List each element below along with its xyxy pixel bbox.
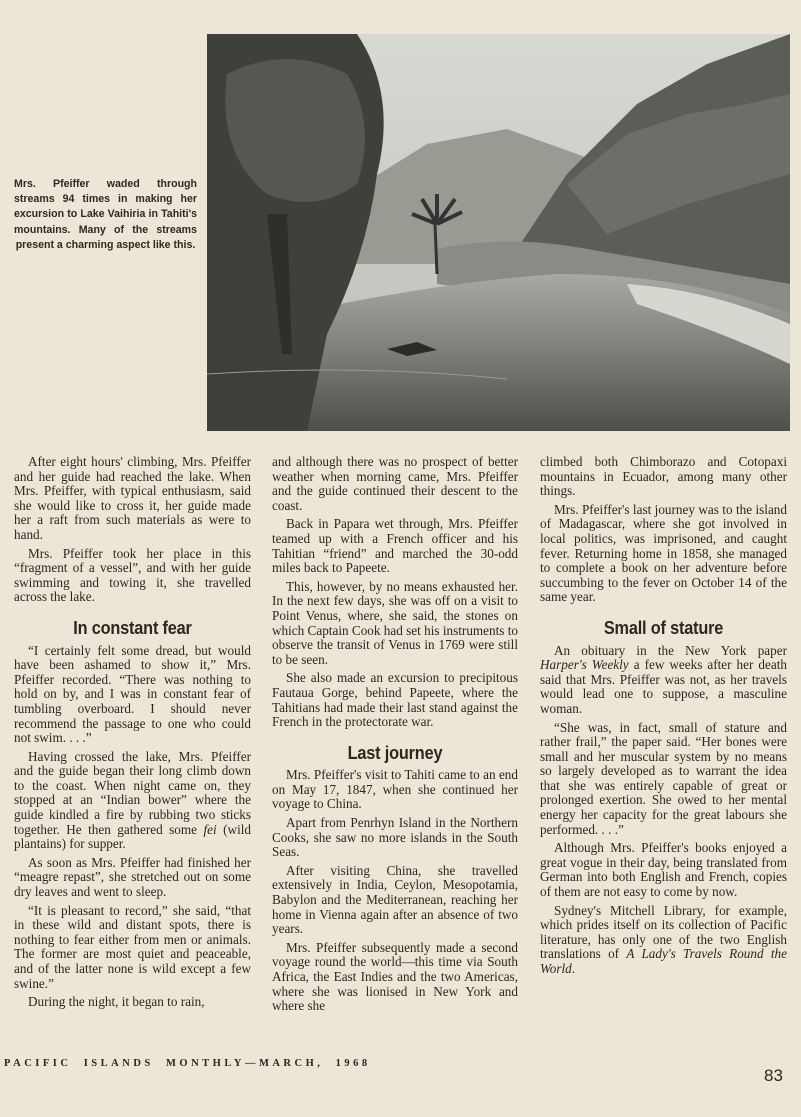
paragraph: Although Mrs. Pfeiffer's books enjoyed a great vogue in their day, being translated from German into both English and French, copies of them are not easy to come by now. (540, 840, 787, 900)
tahiti-stream-photo (207, 34, 790, 431)
paragraph: Mrs. Pfeiffer subsequently made a second voyage round the world—this time via South Africa, the East Indies and the two Americas, where she was lionised in New York and where she (272, 939, 518, 1014)
section-heading-last-journey: Last journey (347, 741, 443, 763)
paragraph: As soon as Mrs. Pfeiffer had finished her “meagre repast”, she stretched out on some dry leaves and went to sleep. (14, 854, 251, 900)
paragraph: “I certainly felt some dread, but would have been ashamed to show it,” Mrs. Pfeiffer recorded. “There was nothing to hold on by, and I was in constant fear of tumbling overboard. I should never recommend the passage to one who could not swim. . . .” (14, 642, 251, 746)
page-number: 83 (764, 1066, 783, 1085)
paragraph: climbed both Chimborazo and Cotopaxi mountains in Ecuador, among many other things. (540, 454, 787, 499)
paragraph: Mrs. Pfeiffer took her place in this “fragment of a vessel”, and with her guide swimming and towing it, she travelled across the lake. (14, 545, 251, 605)
paragraph: “She was, in fact, small of stature and rather frail,” the paper said. “Her bones were small and her muscular system by no means so largely developed as to warrant the idea that she was entirely capable of great or prolonged exertion. She owed to her mental energy her capacity for the great labours she performed. . . .” (540, 719, 787, 837)
paragraph: Sydney's Mitchell Library, for example, which prides itself on its collection of Pacific literature, has only one of the two English translations of A Lady's Travels Round the World. (540, 902, 787, 976)
paragraph: and although there was no prospect of better weather when morning came, Mrs. Pfeiffer and the guide continued their descent to the coast. (272, 454, 518, 513)
paragraph: Mrs. Pfeiffer's last journey was to the island of Madagascar, where she got involved in local politics, was imprisoned, and caught fever. Returning home in 1858, she managed to complete a book on her adventure before succumbing to the fever on October 14 of the same year. (540, 501, 787, 605)
section-heading-in-constant-fear: In constant fear (73, 616, 192, 638)
section-heading-small-of-stature: Small of stature (603, 616, 724, 638)
paragraph: This, however, by no means exhausted her. In the next few days, she was off on a visit to Point Venus, where, she said, the stones on which Captain Cook had set his instruments to observe the transit of Venus in 1769 were still to be seen. (272, 578, 518, 667)
paragraph: Apart from Penrhyn Island in the Northern Cooks, she saw no more islands in the South Seas. (272, 815, 518, 860)
paragraph: After visiting China, she travelled extensively in India, Ceylon, Mesopotamia, Babylon and the Mediterranean, reaching her home in Vienna again after an absence of two years. (272, 862, 518, 937)
paragraph: After eight hours' climbing, Mrs. Pfeiffer and her guide had reached the lake. When Mrs. Pfeiffer, with typical enthusiasm, said she would like to cross it, her guide made her a raft from such materials as were to hand. (14, 454, 251, 542)
paragraph: An obituary in the New York paper Harper's Weekly a few weeks after her death said that Mrs. Pfeiffer was not, as her travels would lead one to suppose, a masculine woman. (540, 642, 787, 716)
paragraph: Back in Papara wet through, Mrs. Pfeiffer teamed up with a French officer and his Tahitian “friend” and marched the 30-odd miles back to Papeete. (272, 516, 518, 576)
paragraph: Having crossed the lake, Mrs. Pfeiffer and the guide began their long climb down to the coast. When night came on, they stopped at an “Indian bower” where the guide kindled a fire by rubbing two sticks together. He then gathered some fei (wild plantains) for supper. (14, 748, 252, 852)
magazine-footer: PACIFIC ISLANDS MONTHLY—MARCH, 1968 (4, 1058, 371, 1069)
paragraph: During the night, it began to rain, (28, 994, 205, 1010)
article-column-1 (14, 455, 251, 1014)
paragraph: “It is pleasant to record,” she said, “that in these wild and distant spots, there is nothing to fear either from men or animals. The former are most quiet and peaceable, and of the latter none is wild except a few swine.” (14, 902, 251, 991)
article-column-2 (272, 455, 518, 1018)
photo-caption: Mrs. Pfeiffer waded through streams 94 times in making her excursion to Lake Vaihiria in Tahiti's mountains. Many of the streams present a charming aspect like this. (14, 178, 197, 251)
landscape-illustration (207, 34, 790, 431)
paragraph: Mrs. Pfeiffer's visit to Tahiti came to an end on May 17, 1847, when she continued her voyage to China. (272, 767, 518, 812)
article-column-3 (540, 455, 787, 981)
paragraph: She also made an excursion to precipitous Fautaua Gorge, behind Papeete, where the Tahitians had made their last stand against the French in the protectorate war. (272, 670, 518, 730)
